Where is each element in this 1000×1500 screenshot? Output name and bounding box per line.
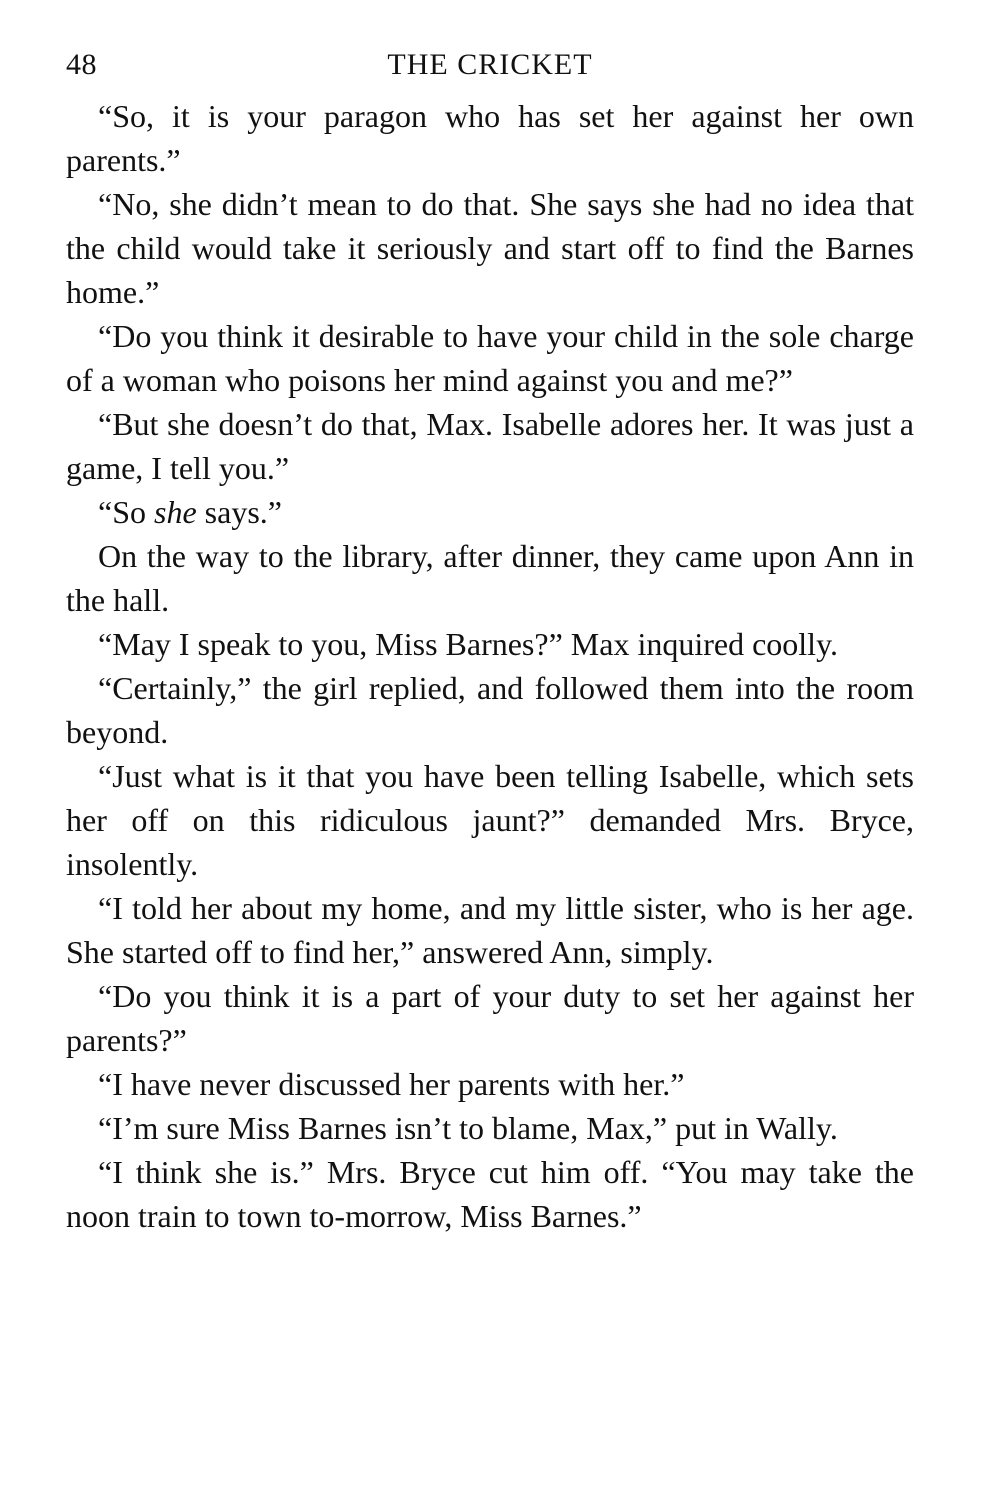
paragraph: “Certainly,” the girl replied, and followed them into the room beyond. bbox=[66, 670, 914, 750]
paragraph: “No, she didn’t mean to do that. She says she had no idea that the child would take it seriously and start off to find the Barnes home.” bbox=[66, 186, 914, 310]
emphasis: she bbox=[154, 494, 197, 530]
paragraph bbox=[66, 490, 914, 534]
paragraph: “May I speak to you, Miss Barnes?” Max inquired coolly. bbox=[98, 626, 838, 662]
page-header bbox=[66, 40, 914, 90]
paragraph: “So, it is your paragon who has set her against her own parents.” bbox=[66, 98, 914, 178]
paragraph: “Do you think it is a part of your duty to set her against her parents?” bbox=[66, 978, 914, 1058]
book-page bbox=[66, 40, 914, 1238]
paragraph: “Do you think it desirable to have your child in the sole charge of a woman who poisons her mind against you and me?” bbox=[66, 318, 914, 398]
paragraph: “I’m sure Miss Barnes isn’t to blame, Max,” put in Wally. bbox=[98, 1110, 838, 1146]
page-number: 48 bbox=[66, 48, 97, 81]
paragraph: “Just what is it that you have been telling Isabelle, which sets her off on this ridiculous jaunt?” demanded Mrs. Bryce, insolently. bbox=[66, 758, 914, 882]
paragraph-text: says.” bbox=[196, 494, 282, 530]
body-text bbox=[66, 94, 914, 1238]
paragraph: “I have never discussed her parents with her.” bbox=[98, 1066, 685, 1102]
paragraph: On the way to the library, after dinner, they came upon Ann in the hall. bbox=[66, 538, 914, 618]
paragraph: “But she doesn’t do that, Max. Isabelle adores her. It was just a game, I tell you.” bbox=[66, 406, 914, 486]
paragraph: “I told her about my home, and my little sister, who is her age. She started off to find her,” answered Ann, simply. bbox=[66, 890, 914, 970]
paragraph-text: “So bbox=[98, 494, 154, 530]
running-head: THE CRICKET bbox=[387, 48, 593, 81]
paragraph: “I think she is.” Mrs. Bryce cut him off. “You may take the noon train to town to-morrow, Miss Barnes.” bbox=[66, 1154, 914, 1234]
